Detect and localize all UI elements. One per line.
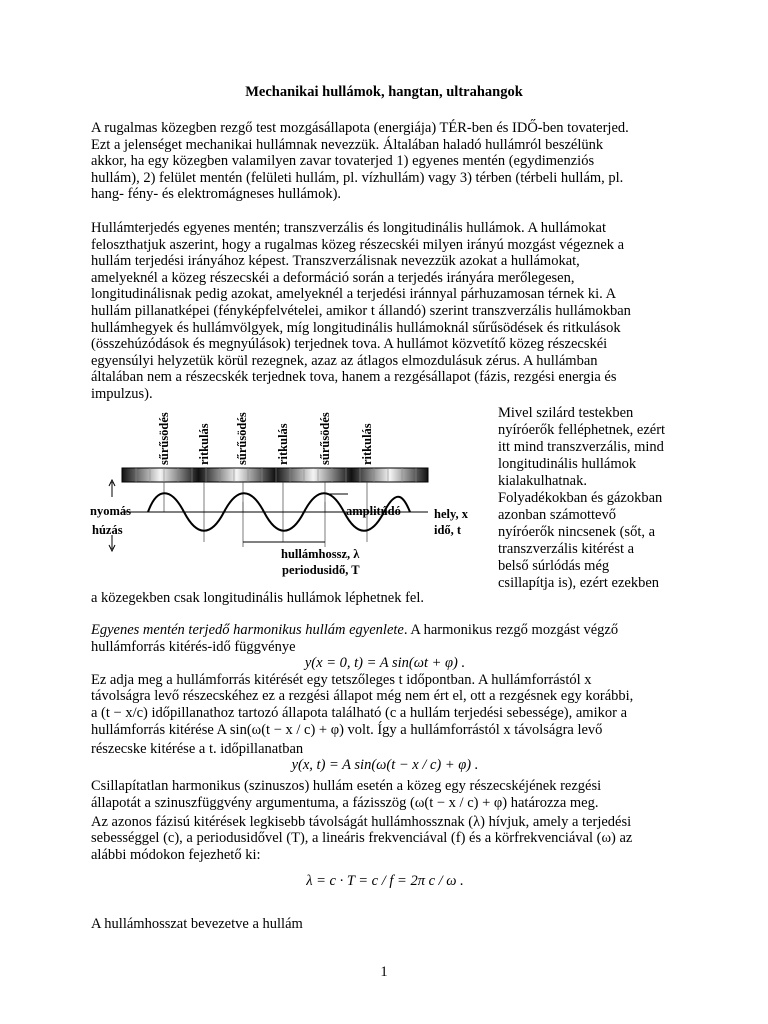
text-line: A hullámhosszat bevezetve a hullám [91,916,303,932]
label-nyomas: nyomás [90,504,131,518]
label-ido: idő, t [434,523,462,537]
text-line: Az azonos fázisú kitérések legkisebb távolságát hullámhossznak (λ) hívjuk, amely a terjedési [91,813,632,830]
compression-bar [122,468,428,482]
text-line: állapotát a szinuszfüggvény argumentuma, a fázisszög (ω(t − x / c) + φ) határozza meg. [91,794,599,811]
text-line: hullámforrás kitérése A sin(ω(t − x / c) + φ) volt. Így a hullámforrástól x távolságra levő [91,721,603,738]
label-ritkulas: ritkulás [197,423,211,465]
label-ritkulas: ritkulás [360,423,374,465]
text-line: részecske kitérése a t. időpillanatban [91,740,304,757]
text-line: akkor, ha egy közegben valamilyen zavar tovaterjed 1) egyenes mentén (egydimenziós [91,153,595,170]
text-line: távolságra levő részecskéhez ez a rezgési állapot még nem ért el, ott a rezgésnek egy korábbi, [91,688,634,705]
text-line: a közegekben csak longitudinális hullámok léphetnek fel. [91,590,424,606]
label-surusodes: sűrűsödés [157,412,171,465]
paragraph-intro [91,120,679,203]
text-line: Csillapítatlan harmonikus (szinuszos) hullám esetén a közeg egy részecskéjének rezgési [91,778,602,795]
text-line: longitudinálisnak pedig azokat, amelyeknél a terjedési iránnyal párhuzamosan térnek ki. A [91,286,617,303]
text-line: hullám pillanatképei (fényképfelvételei, amikor t állandó) szerint transzverzális hullámokban [91,302,631,319]
text-line: feloszthatjuk aszerint, hogy a rugalmas közeg részecskéi milyen irányú mozgást végeznek a [91,236,625,253]
label-ritkulas: ritkulás [276,423,290,465]
label-hely: hely, x [434,507,469,521]
text-line: impulzus). [91,385,153,402]
text-line: hullámforrás kitérés-idő függvénye [91,638,296,655]
text-line: csillapítja is), ezért ezekben [498,575,660,591]
text-line: A rugalmas közegben rezgő test mozgásállapota (energiája) TÉR-ben és IDŐ-ben tovaterjed. [91,120,629,136]
text-line: sebességgel (c), a periodusidővel (T), a lineáris frekvenciával (f) és a körfrekvenciával (ω) az [91,830,633,847]
section-heading: Egyenes mentén terjedő harmonikus hullám egyenlete [91,622,404,638]
text-line: hullám), 2) felület mentén (felületi hullám, pl. vízhullám) vagy 3) térben (térbeli hullám, pl. [91,169,624,186]
text-line: általában nem a részecskék terjednek tova, hanem a rezgésállapot (fázis, rezgési energia és [91,369,617,386]
label-hullamhossz: hullámhossz, λ [281,547,360,561]
text-line: longitudinális hullámok [498,456,637,472]
paragraph-wave-types [91,220,679,403]
label-huzas: húzás [92,523,123,537]
text-line: nyíróerők felléphetnek, ezért [498,422,666,438]
label-surusodes: sűrűsödés [318,412,332,465]
text-line: hullám terjedési irányához képest. Transzverzálisnak nevezzük azokat a hullámokat, [91,253,580,270]
text-line: transzverzális kitérést a [498,541,635,557]
paragraph-continuation [91,590,691,607]
text-line: (összehúzódások és megnyúlások) terjednek tova. A hullámot közvetítő közeg részecskéi [91,336,608,353]
text-line: Folyadékokban és gázokban [498,490,663,506]
label-surusodes: sűrűsödés [235,412,249,465]
paragraph-closing [91,916,679,933]
text-line: kialakulhatnak. [498,473,587,489]
page-number: 1 [380,964,388,980]
text-line: Mivel szilárd testekben [498,405,634,421]
text-line: itt mind transzverzális, mind [498,439,664,455]
text-line: Ezt a jelenséget mechanikai hullámnak nevezzük. Általában haladó hullámról beszélünk [91,136,604,153]
text-line: hullámhegyek és hullámvölgyek, míg longitudinális hullámoknál sűrűsödések és ritkulások [91,319,621,336]
equation: y(x = 0, t) = A sin(ωt + φ) . [304,655,466,672]
text-line: nyíróerők nincsenek (sőt, a [498,524,656,540]
label-amplitudo: amplitúdó [346,504,401,518]
top-labels [157,412,374,465]
text-line: amelyeknél a közeg részecskéi a deformáció során a terjedés irányára merőlegesen, [91,269,575,286]
text-line: egyensúlyi helyzetük körül rezegnek, azaz az átlagos elmozdulásuk zérus. A hullámban [91,352,598,369]
text-line: azonban számottevő [498,507,616,523]
wave-figure [88,402,490,600]
label-periodusido: periodusidő, T [282,563,360,577]
text-line: Hullámterjedés egyenes mentén; transzverzális és longitudinális hullámok. A hullámokat [91,220,607,236]
page-title: Mechanikai hullámok, hangtan, ultrahangok [245,84,523,100]
paragraph-harmonic-wave [91,622,679,898]
sidebar-text [498,405,688,592]
text-line: alábbi módokon fejezhető ki: [91,846,261,863]
equation: λ = c · T = c / f = 2π c / ω . [306,872,464,889]
text-line: a (t − x/c) időpillanathoz tartozó állapota található (c a hullám terjedési sebessége), amikor a [91,704,628,721]
text-line: hang- fény- és elektromágneses hullámok). [91,186,342,203]
equation: y(x, t) = A sin(ω(t − x / c) + φ) . [291,757,479,774]
text-line: Ez adja meg a hullámforrás kitérését egy tetszőleges t időpontban. A hullámforrástól x [91,671,592,688]
text-line: belső súrlódás még [498,558,610,574]
text-line: Egyenes mentén terjedő harmonikus hullám egyenlete. A harmonikus rezgő mozgást végző [91,622,619,638]
